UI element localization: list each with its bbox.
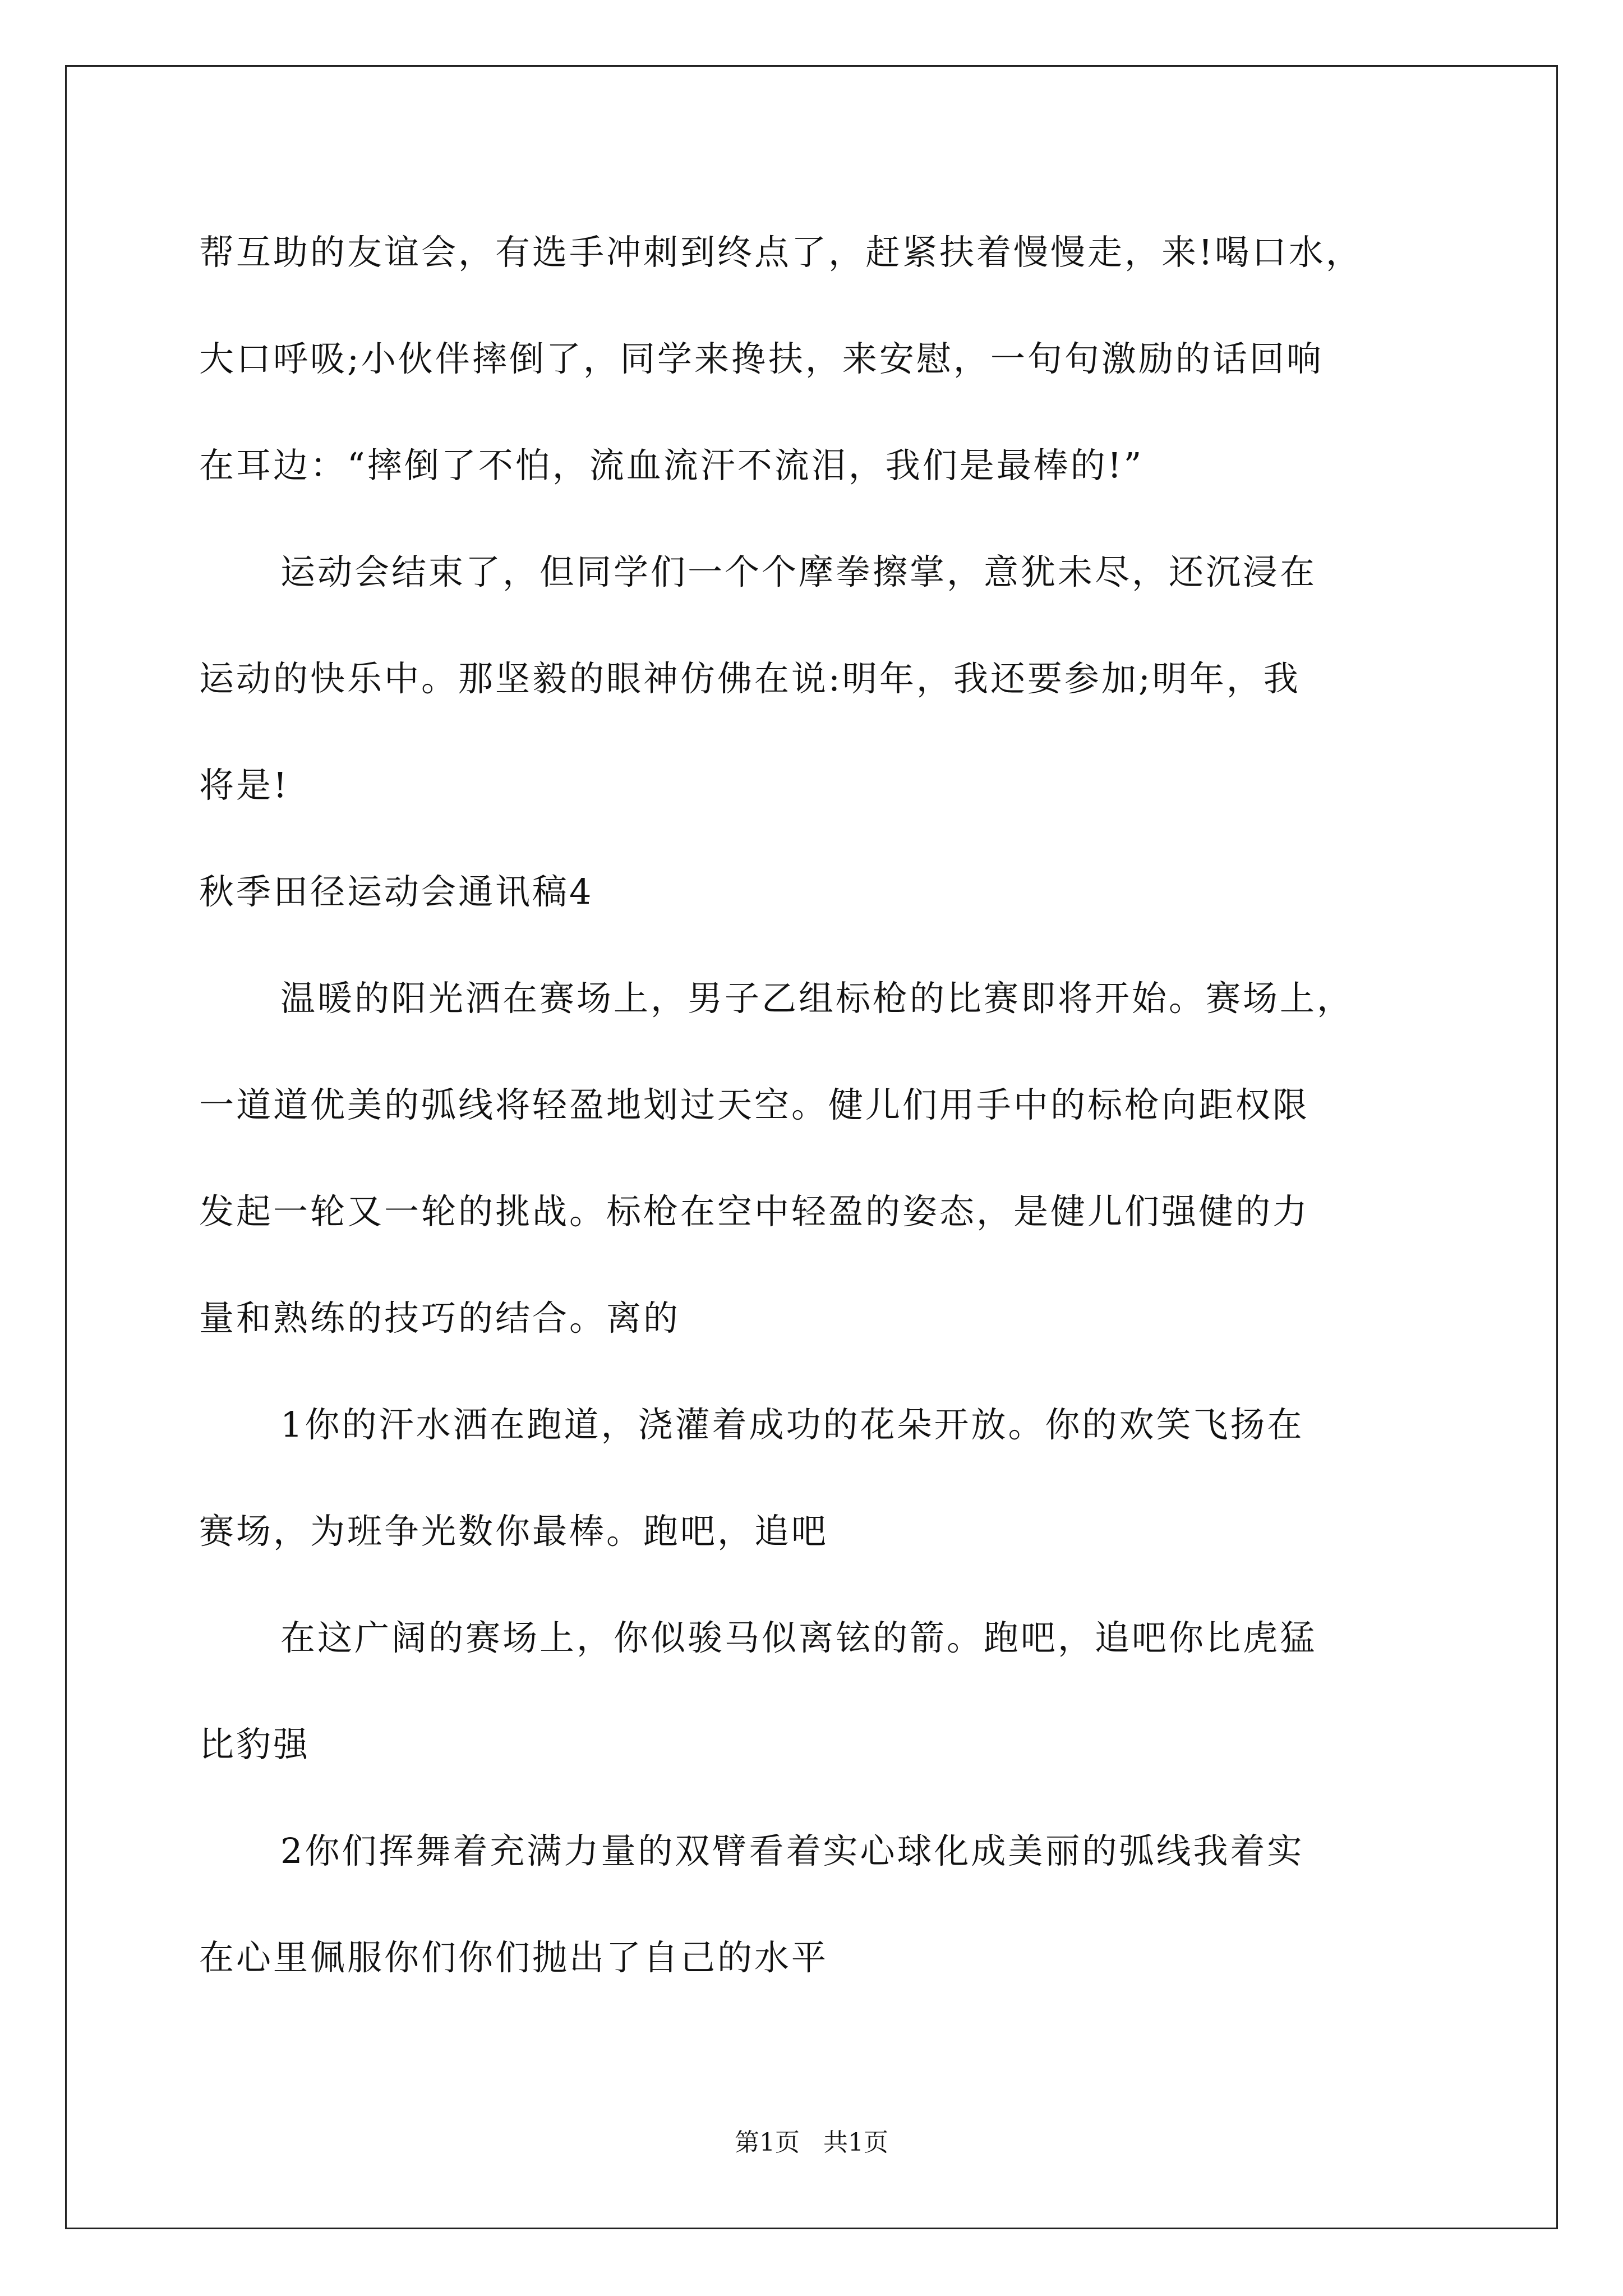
paragraph-line: 大口呼吸;小伙伴摔倒了，同学来搀扶，来安慰，一句句激励的话回响: [199, 338, 1324, 379]
paragraph-line: 在心里佩服你们你们抛出了自己的水平: [199, 1937, 829, 1978]
paragraph-line: 发起一轮又一轮的挑战。标枪在空中轻盈的姿态，是健儿们强健的力: [199, 1191, 1310, 1232]
page-footer: 第1页 共1页: [735, 2128, 888, 2157]
paragraph-line: 将是!: [199, 765, 289, 806]
paragraph-line: 运动的快乐中。那坚毅的眼神仿佛在说:明年，我还要参加;明年，我: [199, 658, 1301, 699]
paragraph-line: 1你的汗水洒在跑道，浇灌着成功的花朵开放。你的欢笑飞扬在: [280, 1404, 1304, 1445]
page-border: [65, 65, 1558, 2229]
paragraph-line: 帮互助的友谊会，有选手冲刺到终点了，赶紧扶着慢慢走，来!喝口水，: [199, 232, 1363, 273]
section-heading: 秋季田径运动会通讯稿4: [199, 871, 594, 912]
paragraph-line: 温暖的阳光洒在赛场上，男子乙组标枪的比赛即将开始。赛场上，: [280, 978, 1354, 1019]
paragraph-line: 在这广阔的赛场上，你似骏马似离铉的箭。跑吧，追吧你比虎猛: [280, 1617, 1317, 1658]
paragraph-line: 量和熟练的技巧的结合。离的: [199, 1297, 681, 1338]
paragraph-line: 比豹强: [199, 1724, 311, 1765]
paragraph-line: 2你们挥舞着充满力量的双臂看着实心球化成美丽的弧线我着实: [280, 1830, 1304, 1871]
paragraph-line: 运动会结束了，但同学们一个个摩拳擦掌，意犹未尽，还沉浸在: [280, 551, 1317, 592]
paragraph-line: 在耳边：“摔倒了不怕，流血流汗不流泪，我们是最棒的!”: [199, 445, 1144, 486]
paragraph-line: 赛场，为班争光数你最棒。跑吧，追吧: [199, 1511, 829, 1552]
paragraph-line: 一道道优美的弧线将轻盈地划过天空。健儿们用手中的标枪向距权限: [199, 1084, 1310, 1125]
